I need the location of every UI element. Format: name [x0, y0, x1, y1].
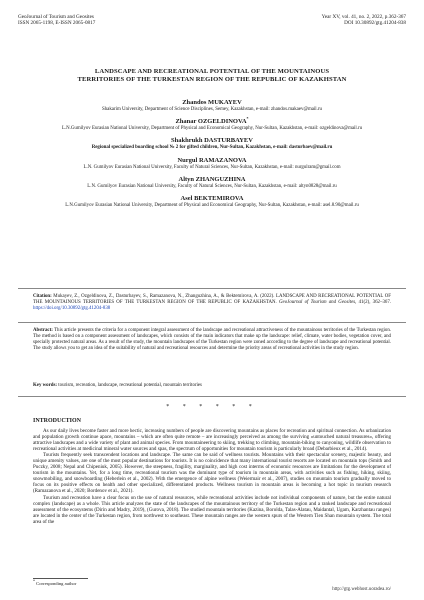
header-right: [322, 14, 406, 27]
author-block: [20, 99, 404, 113]
intro-paragraph-3: Tourism and recreation have a clear focus on the use of natural resources, while recreational activities include not individual components of nature, but the entire natural complex (landscape) as a whole. This article analyzes the state of the landscapes of the mountainous territory of the Turkestan region and a ranked landscape and recreational assessment of the ecosystems (Dirin and Madry, 2019), (Gurova, 2018). The studied mountain territories (Kazina, Borolda, Talas-Alatau, Maidantal, Ugam, Karzhantau ranges) are located in the center of the Turkestan region, from northwest to southeast. These mountain ranges are the western spurs of the Western Tien Shan mountain system. The total area of the: [33, 494, 391, 525]
section-separator-stars: * * * * * *: [166, 404, 258, 410]
citation-text: Mukayev, Z., Ozgeldinova, Z., Dasturbayev, S., Ramazanova, N., Zhanguzhina, A., & Bektemirova, A. (2022). LANDSCAPE AND RECREATIONAL POTENTIAL OF THE MOUNTAINOUS TERRITORIES OF THE TURKESTAN REGION OF THE REPUBLIC OF KAZAKHSTAN.: [33, 294, 391, 306]
author-affiliation: L.N. Gumilyov Eurasian National University, Faculty of Natural Sciences, Nur-Sultan, Kazakhstan, e-mail: altyn0828@mail.ru: [87, 183, 337, 189]
author-block: [20, 157, 404, 171]
author-affiliation: L.N.Gumilyov Eurasian National University, Department of Physical and Economical Geography, Nur-Sultan, Kazakhstan, e-mail: ozgeldinova@mail.ru: [61, 126, 363, 132]
header-left: [18, 14, 95, 27]
divider-middle: [18, 322, 406, 323]
citation-doi-link[interactable]: https://doi.org/10.30892/gtg.41204-838: [33, 306, 111, 312]
citation-label: Citation:: [33, 294, 52, 299]
author-block: [20, 137, 404, 151]
footnote: [33, 578, 77, 586]
intro-paragraph-2: Tourists frequently seek transcendent locations and landscape. The same can be said of wellness tourists. Mountains with their spectacular scenery, majestic beauty, and unique amenity values, are one of the most popular destinations for tourists. It is no coincidence that many international tourist resorts are located on mountain tops (Smith and Puczky, 2008; Nepal and Chipeniuk, 2005). However, the steepness, fragility, marginality, and high cost interms of economic resources are limitations for the development of tourism in the mountains. Yet, for a long time, recreational tourism was the dominant type of tourism in mountain areas, with activities such as fishing, hiking, skiing, snowmobiling, and snowboarding (Heberlein et al., 2002). With the emergence of alpine wellness (Weiermair et al., 2007), studies on mountain tourism gradually moved to focus on its positive effects on health and other specialized, differentiated products. Wellness tourism in mountain areas is becoming a hot topic in tourism research (Ramazanova et al., 2020; Bordenov et al., 2021).: [33, 452, 391, 495]
divider-top: [18, 288, 406, 289]
author-name: [20, 118, 404, 126]
keywords-block: [33, 383, 391, 389]
title-line-1: LANDSCAPE AND RECREATIONAL POTENTIAL OF THE MOUNTAINOUS: [94, 68, 330, 75]
citation-journal: GeoJournal of Tourism and Geosites: [279, 300, 356, 306]
author-affiliation: Shakarim University, Department of Science Disciplines, Semey, Kazakhstan, e-mail: zhandos.makaev@mail.ru: [102, 107, 322, 112]
divider-bottom: [18, 396, 406, 397]
intro-paragraph-1: As our daily lives become faster and more hectic, increasing numbers of people are discovering mountains as places for recreation and spiritual connection. As urbanization and population growth continue apace, mountains – which are often quite remote – are increasingly perceived as among the surviving «untouched natural treasures», offering attractive landscapes and a wide variety of plant and animal species. From mountaineering to skiing, trekking to climbing, mountain-biking to canyoning, wildlife observation to recreational activities at medicinal mineral water sources and spas, the spectrum of opportunities for mountain tourism is particularly broad (Debarbieux et al., 2014).: [33, 428, 391, 453]
citation-pages: , 41(2), 362–367.: [355, 300, 392, 306]
paper-title: [40, 68, 384, 84]
author-name: Zhandos MUKAYEV: [182, 99, 242, 106]
journal-name: GeoJournal of Tourism and Geosites: [18, 14, 94, 20]
introduction-heading: INTRODUCTION: [33, 418, 82, 424]
abstract-label: Abstract:: [33, 328, 53, 333]
journal-doi: DOI 10.30892/gtg.41204-838: [344, 20, 406, 27]
author-name-text: Zhanar OZGELDINOVA: [175, 118, 247, 126]
abstract-text: This article presents the criteria for a component integral assessment of the landscape and recreational attractiveness of the mountainous territories of the Turkestan region. The method is based on a component assessment of landscapes, which consists of the main indicators that make up the landscape: relief, climate, water bodies, vegetation cover, and specially protected natural areas. As a result of the study, the mountain landscapes of the Turkestan region were zoned according to the degree of landscape and recreational potential. The study allows you to get an idea of the suitability of natural and recreational resources and determine the priority areas of recreational activities in the study region.: [33, 328, 391, 352]
keywords-label: Key words:: [33, 383, 58, 388]
introduction-body: [33, 428, 391, 525]
footnote-text: Corresponding author: [36, 581, 77, 586]
journal-volume: Year XV, vol. 41, no. 2, 2022, p.362-367: [321, 14, 406, 20]
author-name: Asel BEKTEMIROVA: [180, 194, 244, 202]
author-list: [20, 99, 404, 214]
author-affiliation: L.N. Gumilyov Eurasian National University, Faculty of Natural Sciences, Nur-Sultan, Kazakhstan, e-mail: nurgulram@gmail.com: [83, 164, 341, 170]
author-name: Shakhrukh DASTURBAYEV: [171, 137, 253, 145]
keywords-text: tourism, recreation, landscape, recreational potential, mountain territories: [58, 383, 202, 388]
author-block: [20, 195, 404, 209]
title-line-2: TERRITORIES OF THE TURKESTAN REGION OF THE REPUBLIC OF KAZAKHSTAN: [77, 76, 347, 84]
author-name: Altyn ZHANGUZHINA: [178, 175, 246, 183]
author-block: [20, 176, 404, 190]
author-affiliation: L.N.Gumilyov Eurasian National University, Department of Physical and Economical Geography, Nur-Sultan, Kazakhstan, e-mail: asel.8.90@mail.ru: [65, 202, 359, 208]
corresponding-marker: *: [246, 116, 249, 122]
author-affiliation: Regional specialized boarding school № 2 for gifted children, Nur-Sultan, Kazakhstan, e-mail: dasturbaev@mail.ru: [91, 145, 333, 151]
footnote-marker: *: [33, 578, 35, 584]
author-name: Nurgul RAMAZANOVA: [177, 156, 247, 164]
citation-block: [33, 294, 391, 312]
footer-url-link[interactable]: http://gtg.webhost.uoradea.ro/: [332, 587, 391, 592]
author-block: [20, 118, 404, 132]
footnote-rule: [33, 578, 88, 579]
abstract-block: [33, 328, 391, 352]
journal-issn: ISSN 2065-1198, E-ISSN 2065-0817: [18, 20, 96, 27]
